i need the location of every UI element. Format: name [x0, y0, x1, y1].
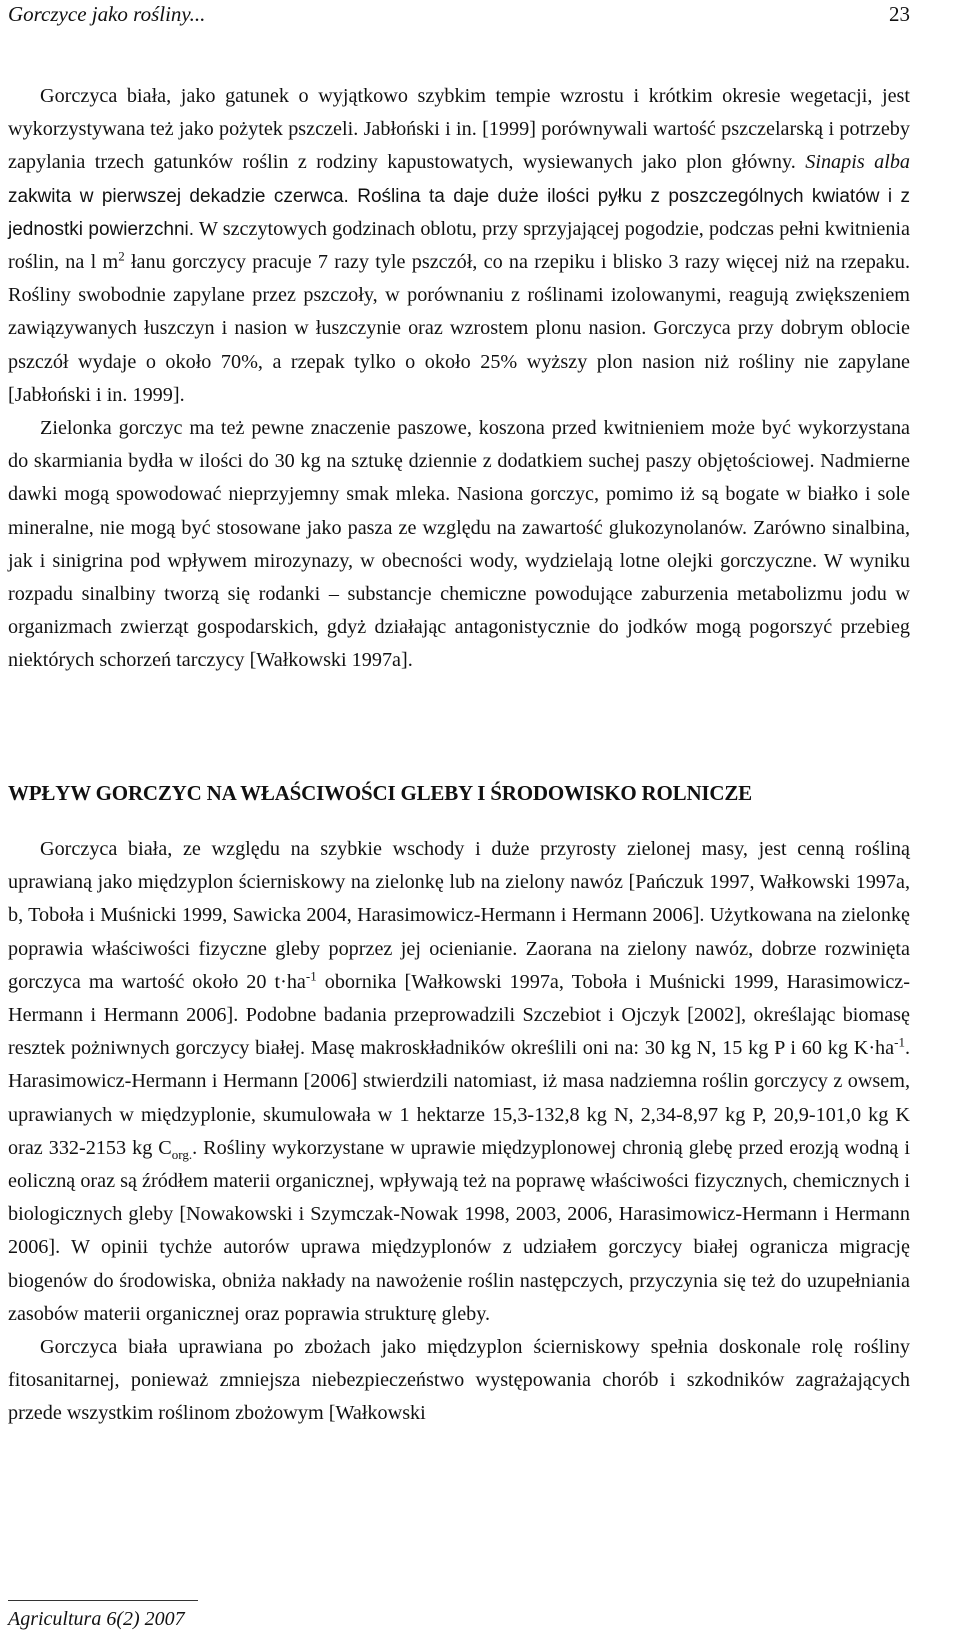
paragraph-3-text-c: . Harasimowicz-Hermann i Hermann [2006] stwierdzili natomiast, iż masa nadziemna roślin gorczycy z owsem, uprawianych w międzyplonie, skumulowała w 1 hektarze 15,3-132,8 kg N, 2,34-8,97 kg P, 20,9-101,0 kg K oraz 332-2153 kg C [8, 1037, 910, 1159]
unit-subscript: org. [171, 1146, 193, 1162]
species-name: Sinapis alba [805, 151, 911, 174]
intro-text [8, 80, 910, 678]
journal-footer: Agricultura 6(2) 2007 [8, 1608, 185, 1630]
paragraph-green-manure [8, 833, 910, 1331]
footer-divider [8, 1600, 198, 1601]
paragraph-bee-forage [8, 80, 910, 412]
paragraph-3-text-d: . Rośliny wykorzystane w uprawie międzyplonowej chronią glebę przed erozją wodną i eoliczną oraz są źródłem materii organicznej, wpływają też na poprawę właściwości fizycznych, chemicznych i biologicznych gleby [Nowakowski i Szymczak-Nowak 1998, 2003, 2006, Harasimowicz-Hermann i Hermann 2006]. W opinii tychże autorów uprawa międzyplonów z udziałem gorczycy białej ogranicza migrację biogenów do środowiska, obniża nakłady na nawożenie roślin następczych, przyczynia się też do uzupełniania zasobów materii organicznej oraz poprawia strukturę gleby. [8, 1136, 910, 1325]
paragraph-1-text-d: łanu gorczycy pracuje 7 razy tyle pszczół, co na rzepiku i blisko 3 razy więcej niż na rzepaku. Rośliny swobodnie zapylane przez pszczoły, w porównaniu z roślinami izolowanymi, reagują zwiększeniem zawiązywanych łuszczyn i nasion w łuszczynie oraz wzrostem plonu nasion. Gorczyca przy dobrym oblocie pszczół wydaje o około 70%, a rzepak tylko o około 25% wyższy plon nasion niż rośliny nie zapylane [Jabłoński i in. 1999]. [8, 251, 910, 406]
unit-exponent: 2 [118, 248, 125, 264]
paragraph-1-text-c: W szczytowych godzinach oblotu, przy sprzyjającej pogodzie, podczas pełni kwitnienia roślin, na l m [8, 217, 910, 274]
paragraph-1-text-a: Gorczyca biała, jako gatunek o wyjątkowo szybkim tempie wzrostu i krótkim okresie wegetacji, jest wykorzystywana też jako pożytek pszczeli. Jabłoński i in. [1999] porównywali wartość pszczelarską i potrzeby zapylania trzech gatunków roślin z rodziny kapustowatych, wysiewanych jako plon główny. [8, 85, 910, 174]
section-heading: WPŁYW GORCZYC NA WŁAŚCIWOŚCI GLEBY I ŚRODOWISKO ROLNICZE [8, 781, 752, 805]
paragraph-1-text-b: zakwita w pierwszej dekadzie czerwca. Roślina ta daje duże ilości pyłku z poszczególnych kwiatów i z jednostki powierzchni. [8, 185, 910, 240]
running-header [8, 2, 910, 36]
paragraph-phytosanitary: Gorczyca biała uprawiana po zbożach jako międzyplon ścierniskowy spełnia doskonale rolę rośliny fitosanitarnej, ponieważ zmniejsza niebezpieczeństwo występowania chorób i szkodników zagrażających przede wszystkim roślinom zbożowym [Wałkowski [8, 1336, 910, 1425]
page-number: 23 [889, 2, 910, 26]
unit-exponent: -1 [305, 968, 317, 984]
paragraph-3-text-b: obornika [Wałkowski 1997a, Toboła i Muśnicki 1999, Harasimowicz-Hermann i Hermann 2006]. Podobne badania przeprowadzili Szczebiot i Ojczyk [2002], określając biomasę resztek pożniwnych gorczycy białej. Masę makroskładników określili oni na: 30 kg N, 15 kg P i 60 kg K·ha [8, 970, 910, 1060]
running-title: Gorczyce jako rośliny... [8, 2, 206, 26]
paragraph-3-text-a: Gorczyca biała, ze względu na szybkie wschody i duże przyrosty zielonej masy, jest cenną rośliną uprawianą jako międzyplon ścierniskowy na zielonkę lub na zielony nawóz [Pańczuk 1997, Wałkowski 1997a, b, Toboła i Muśnicki 1999, Sawicka 2004, Harasimowicz-Hermann i Hermann 2006]. Użytkowana na zielonkę poprawia właściwości fizyczne gleby poprzez jej ocienianie. Zaorana na zielony nawóz, dobrze rozwinięta gorczyca ma wartość około 20 t·ha [8, 838, 910, 993]
paragraph-fodder: Zielonka gorczyc ma też pewne znaczenie paszowe, koszona przed kwitnieniem może być wykorzystana do skarmiania bydła w ilości do 30 kg na sztukę dziennie z dodatkiem suchej paszy objętościowej. Nadmierne dawki mogą spowodować nieprzyjemny smak mleka. Nasiona gorczyc, pomimo iż są bogate w białko i sole mineralne, nie mogą być stosowane jako pasza ze względu na zawartość glukozynolanów. Zarówno sinalbina, jak i sinigrina pod wpływem mirozynazy, w obecności wody, wydzielają lotne olejki gorczyczne. W wyniku rozpadu sinalbiny tworzą się rodanki – substancje chemiczne powodujące zaburzenia metabolizmu jodu w organizmach zwierząt gospodarskich, gdyż działając antagonistycznie do jodków mogą pogorszyć przebieg niektórych schorzeń tarczycy [Wałkowski 1997a]. [8, 417, 910, 672]
section-text [8, 833, 910, 1431]
unit-exponent: -1 [894, 1034, 905, 1050]
